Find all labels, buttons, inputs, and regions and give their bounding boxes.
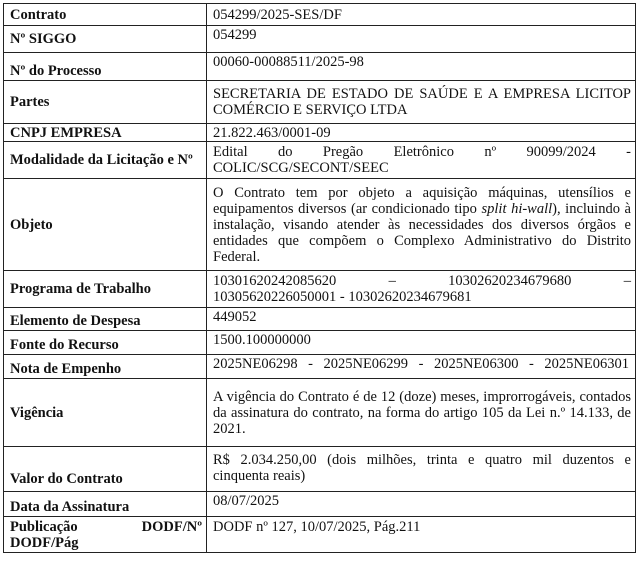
label-fonte: Fonte do Recurso — [4, 331, 207, 355]
row-assinatura — [4, 492, 636, 517]
programa-dash2: – — [623, 273, 631, 289]
publicacao-label-line2: DODF/Pág — [10, 535, 79, 551]
label-valor: Valor do Contrato — [4, 447, 207, 492]
contract-summary-table — [3, 3, 636, 553]
row-objeto — [4, 179, 636, 271]
programa-line1 — [213, 273, 631, 289]
value-elemento: 449052 — [207, 308, 636, 331]
programa-code1: 10301620242085620 — [213, 273, 337, 289]
valor-line1: R$ 2.034.250,00 (dois milhões, trinta e quatro mil duzentos e — [213, 452, 631, 468]
row-programa — [4, 271, 636, 308]
label-siggo: Nº SIGGO — [4, 26, 207, 53]
value-programa — [207, 271, 636, 308]
row-modalidade — [4, 142, 636, 179]
value-assinatura: 08/07/2025 — [207, 492, 636, 517]
label-elemento: Elemento de Despesa — [4, 308, 207, 331]
modalidade-line1: Edital do Pregão Eletrônico nº 90099/2024 - — [213, 144, 631, 160]
modalidade-line2: COLIC/SCG/SECONT/SEEC — [213, 160, 389, 176]
label-contrato: Contrato — [4, 4, 207, 26]
row-processo — [4, 53, 636, 81]
value-empenho: 2025NE06298 - 2025NE06299 - 2025NE06300 - 2025NE06301 — [207, 355, 636, 379]
value-siggo: 054299 — [207, 26, 636, 53]
row-publicacao — [4, 517, 636, 553]
label-partes: Partes — [4, 81, 207, 124]
label-empenho: Nota de Empenho — [4, 355, 207, 379]
row-partes — [4, 81, 636, 124]
value-partes: SECRETARIA DE ESTADO DE SAÚDE E A EMPRESA LICITOP COMÉRCIO E SERVIÇO LTDA — [207, 81, 636, 124]
row-vigencia — [4, 379, 636, 447]
row-empenho — [4, 355, 636, 379]
row-contrato — [4, 4, 636, 26]
publicacao-label — [10, 519, 202, 551]
label-cnpj: CNPJ EMPRESA — [4, 124, 207, 142]
value-vigencia: A vigência do Contrato é de 12 (doze) meses, improrrogáveis, contados da assinatura do contrato, na forma do artigo 105 da Lei n.º 14.133, de 2021. — [207, 379, 636, 447]
value-processo: 00060-00088511/2025-98 — [207, 53, 636, 81]
row-elemento — [4, 308, 636, 331]
label-publicacao — [4, 517, 207, 553]
value-modalidade — [207, 142, 636, 179]
label-modalidade: Modalidade da Licitação e Nº — [4, 142, 207, 179]
value-cnpj: 21.822.463/0001-09 — [207, 124, 636, 142]
row-siggo — [4, 26, 636, 53]
label-vigencia: Vigência — [4, 379, 207, 447]
objeto-text-italic: split hi-wall — [481, 200, 553, 217]
programa-dash1: – — [388, 273, 396, 289]
label-processo: Nº do Processo — [4, 53, 207, 81]
label-objeto: Objeto — [4, 179, 207, 271]
row-valor — [4, 447, 636, 492]
programa-line2: 10305620226050001 - 10302620234679681 — [213, 289, 472, 305]
label-programa: Programa de Trabalho — [4, 271, 207, 308]
value-contrato: 054299/2025-SES/DF — [207, 4, 636, 26]
valor-line2: cinquenta reais) — [213, 468, 306, 484]
label-assinatura: Data da Assinatura — [4, 492, 207, 517]
publicacao-label-part2: DODF/Nº — [141, 519, 202, 535]
value-publicacao: DODF nº 127, 10/07/2025, Pág.211 — [207, 517, 636, 553]
row-cnpj — [4, 124, 636, 142]
programa-code2: 10302620234679680 — [448, 273, 572, 289]
publicacao-label-part1: Publicação — [10, 519, 78, 535]
value-objeto — [207, 179, 636, 271]
value-valor — [207, 447, 636, 492]
publicacao-label-line1 — [10, 519, 202, 535]
objeto-text-before: O Contrato tem por objeto a aquisição máquinas, utensílios e equipamentos diversos (ar condicionado tipo — [213, 184, 631, 217]
row-fonte — [4, 331, 636, 355]
objeto-text-after: ), incluindo à instalação, visando atender às necessidades dos diversos órgãos e entidades que compõem o Complexo Administrativo do Distrito Federal. — [213, 200, 631, 265]
value-fonte: 1500.100000000 — [207, 331, 636, 355]
